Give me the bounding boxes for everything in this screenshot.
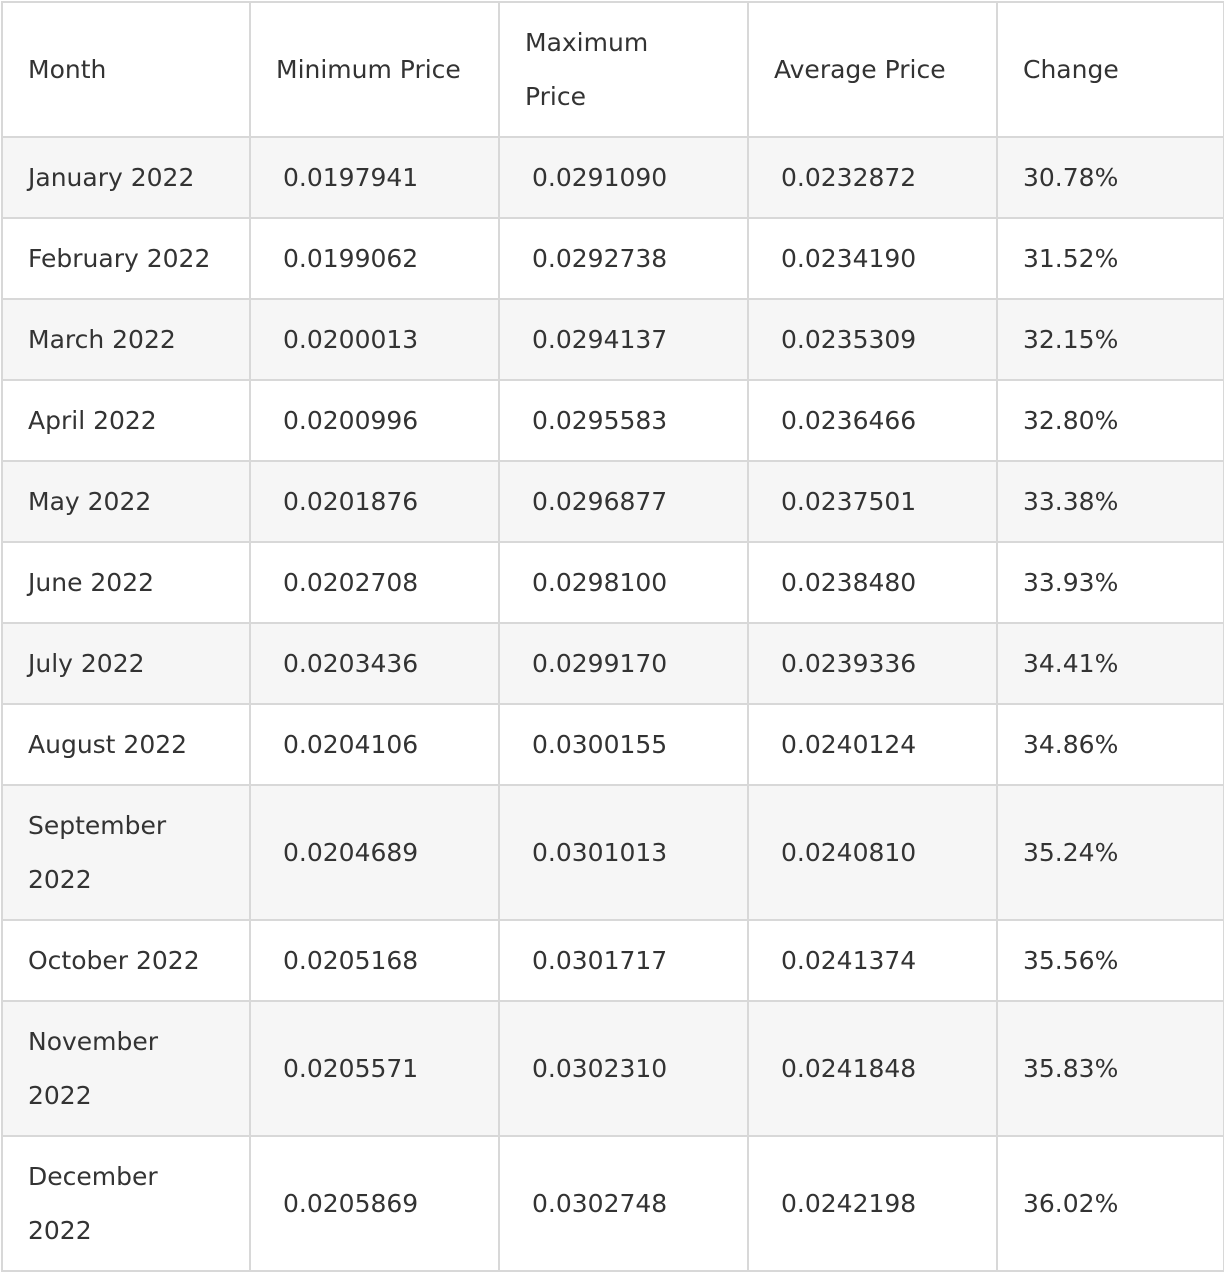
cell-month: March 2022 [2, 299, 250, 380]
cell-maximum-price: 0.0302310 [499, 1001, 748, 1136]
table-row [2, 299, 1224, 380]
cell-average-price: 0.0234190 [748, 218, 997, 299]
cell-average-price: 0.0242198 [748, 1136, 997, 1271]
cell-maximum-price: 0.0301717 [499, 920, 748, 1001]
cell-maximum-price: 0.0301013 [499, 785, 748, 920]
table-row [2, 1001, 1224, 1136]
cell-maximum-price: 0.0298100 [499, 542, 748, 623]
cell-minimum-price: 0.0201876 [250, 461, 499, 542]
table-row [2, 785, 1224, 920]
cell-average-price: 0.0235309 [748, 299, 997, 380]
cell-month: July 2022 [2, 623, 250, 704]
cell-month: May 2022 [2, 461, 250, 542]
cell-month: December 2022 [2, 1136, 250, 1271]
table-row [2, 920, 1224, 1001]
header-row [2, 2, 1224, 137]
cell-average-price: 0.0240124 [748, 704, 997, 785]
cell-average-price: 0.0236466 [748, 380, 997, 461]
cell-change: 36.02% [997, 1136, 1224, 1271]
cell-change: 32.15% [997, 299, 1224, 380]
cell-maximum-price: 0.0294137 [499, 299, 748, 380]
column-header-month: Month [2, 2, 250, 137]
cell-month: November 2022 [2, 1001, 250, 1136]
cell-month: June 2022 [2, 542, 250, 623]
cell-minimum-price: 0.0204106 [250, 704, 499, 785]
cell-minimum-price: 0.0205168 [250, 920, 499, 1001]
column-header-change: Change [997, 2, 1224, 137]
cell-minimum-price: 0.0202708 [250, 542, 499, 623]
cell-average-price: 0.0232872 [748, 137, 997, 218]
table-row [2, 218, 1224, 299]
cell-maximum-price: 0.0295583 [499, 380, 748, 461]
cell-maximum-price: 0.0300155 [499, 704, 748, 785]
cell-minimum-price: 0.0205869 [250, 1136, 499, 1271]
price-forecast-table [1, 1, 1224, 1272]
cell-maximum-price: 0.0299170 [499, 623, 748, 704]
table-row [2, 380, 1224, 461]
cell-minimum-price: 0.0204689 [250, 785, 499, 920]
cell-minimum-price: 0.0197941 [250, 137, 499, 218]
cell-change: 33.93% [997, 542, 1224, 623]
table-row [2, 704, 1224, 785]
column-header-minimum-price: Minimum Price [250, 2, 499, 137]
cell-change: 31.52% [997, 218, 1224, 299]
cell-average-price: 0.0239336 [748, 623, 997, 704]
cell-average-price: 0.0241848 [748, 1001, 997, 1136]
cell-month: October 2022 [2, 920, 250, 1001]
column-header-average-price: Average Price [748, 2, 997, 137]
cell-minimum-price: 0.0200013 [250, 299, 499, 380]
cell-month: February 2022 [2, 218, 250, 299]
cell-average-price: 0.0237501 [748, 461, 997, 542]
cell-maximum-price: 0.0292738 [499, 218, 748, 299]
table-row [2, 1136, 1224, 1271]
cell-change: 35.56% [997, 920, 1224, 1001]
cell-minimum-price: 0.0203436 [250, 623, 499, 704]
cell-average-price: 0.0241374 [748, 920, 997, 1001]
cell-average-price: 0.0238480 [748, 542, 997, 623]
cell-month: September 2022 [2, 785, 250, 920]
cell-minimum-price: 0.0200996 [250, 380, 499, 461]
cell-average-price: 0.0240810 [748, 785, 997, 920]
table-row [2, 623, 1224, 704]
table-header [2, 2, 1224, 137]
cell-change: 34.41% [997, 623, 1224, 704]
cell-month: January 2022 [2, 137, 250, 218]
cell-minimum-price: 0.0205571 [250, 1001, 499, 1136]
cell-maximum-price: 0.0302748 [499, 1136, 748, 1271]
cell-change: 32.80% [997, 380, 1224, 461]
column-header-maximum-price: Maximum Price [499, 2, 748, 137]
table-row [2, 461, 1224, 542]
cell-change: 35.83% [997, 1001, 1224, 1136]
cell-maximum-price: 0.0291090 [499, 137, 748, 218]
cell-change: 33.38% [997, 461, 1224, 542]
cell-maximum-price: 0.0296877 [499, 461, 748, 542]
table-row [2, 542, 1224, 623]
cell-change: 34.86% [997, 704, 1224, 785]
cell-change: 30.78% [997, 137, 1224, 218]
cell-change: 35.24% [997, 785, 1224, 920]
table-row [2, 137, 1224, 218]
table-body [2, 137, 1224, 1271]
cell-month: August 2022 [2, 704, 250, 785]
cell-minimum-price: 0.0199062 [250, 218, 499, 299]
cell-month: April 2022 [2, 380, 250, 461]
